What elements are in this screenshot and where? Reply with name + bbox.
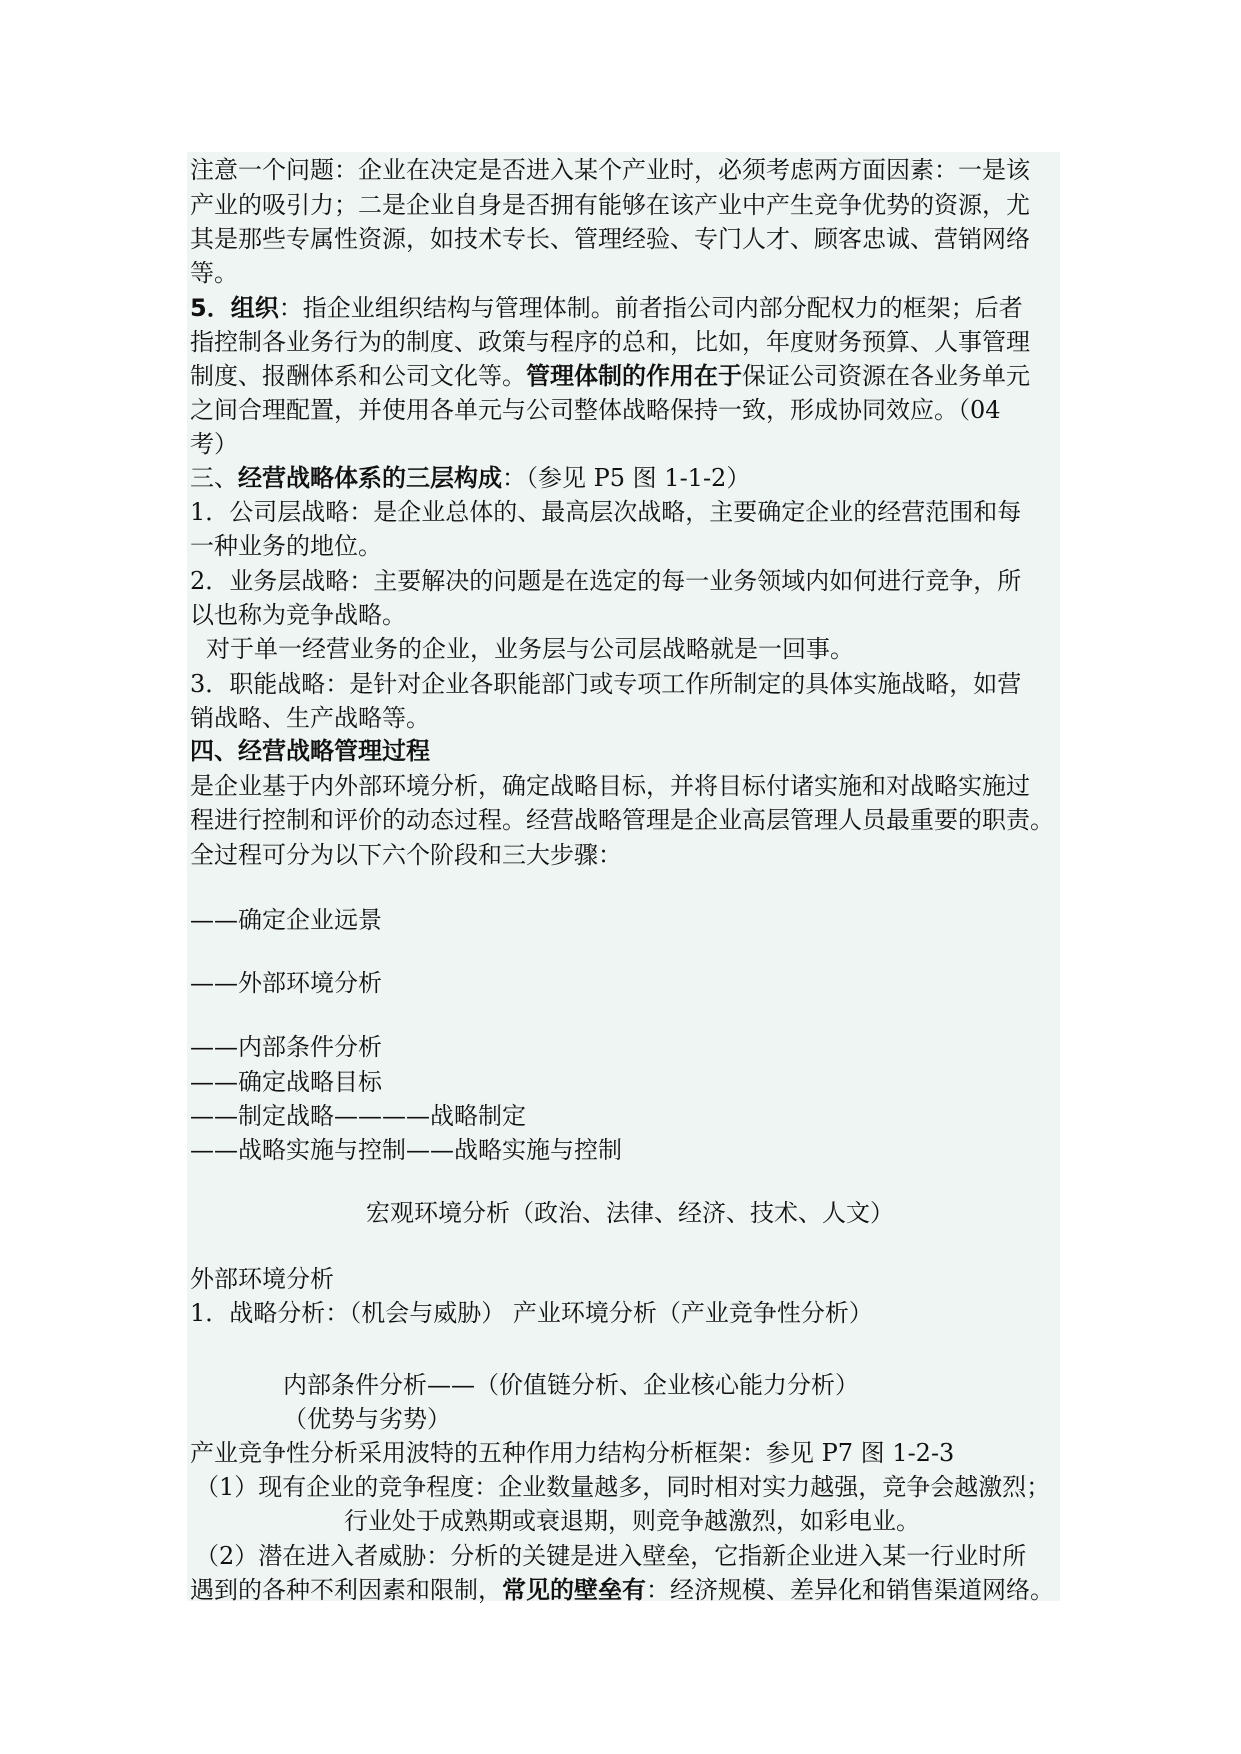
process-step: ——内部条件分析 (190, 1033, 382, 1061)
process-step: ——制定战略————战略制定 (190, 1102, 526, 1130)
paragraph-line: 销战略、生产战略等。 (190, 704, 430, 732)
paragraph-line: 产业的吸引力；二是企业自身是否拥有能够在该产业中产生竞争优势的资源，尤 (190, 191, 1030, 219)
diagram-line: 宏观环境分析（政治、法律、经济、技术、人文） (366, 1199, 894, 1227)
paragraph-line: 2．业务层战略：主要解决的问题是在选定的每一业务领域内如何进行竞争，所 (190, 567, 1022, 595)
bold-term: 常见的壁垒有 (502, 1576, 646, 1604)
section-heading-three-layers: 三、经营战略体系的三层构成：（参见 P5 图 1-1-2） (190, 464, 751, 492)
process-step: ——确定战略目标 (190, 1068, 382, 1096)
bold-term: 5．组织 (190, 294, 279, 322)
bold-term: 管理体制的作用在于 (526, 362, 742, 390)
paragraph-line: 以也称为竞争战略。 (190, 601, 406, 629)
paragraph-line: 程进行控制和评价的动态过程。经营战略管理是企业高层管理人员最重要的职责。 (190, 806, 1054, 834)
paragraph-line: 等。 (190, 259, 238, 287)
paragraph-line: 是企业基于内外部环境分析，确定战略目标，并将目标付诸实施和对战略实施过 (190, 772, 1030, 800)
process-step: ——外部环境分析 (190, 969, 382, 997)
diagram-line: 内部条件分析——（价值链分析、企业核心能力分析） (283, 1371, 859, 1399)
paragraph-line: 指控制各业务行为的制度、政策与程序的总和，比如，年度财务预算、人事管理 (190, 328, 1030, 356)
process-step: ——确定企业远景 (190, 906, 382, 934)
section-heading-process (190, 736, 430, 766)
paragraph-line: 制度、报酬体系和公司文化等。管理体制的作用在于保证公司资源在各业务单元 (190, 362, 1030, 390)
paragraph-line: 注意一个问题：企业在决定是否进入某个产业时，必须考虑两方面因素：一是该 (190, 156, 1030, 184)
bold-term: 经营战略体系的三层构成 (238, 464, 502, 492)
paragraph-line: （2）潜在进入者威胁：分析的关键是进入壁垒，它指新企业进入某一行业时所 (195, 1542, 1027, 1570)
paragraph-line: 1．公司层战略：是企业总体的、最高层次战略，主要确定企业的经营范围和每 (190, 498, 1022, 526)
process-step: ——战略实施与控制——战略实施与控制 (190, 1136, 622, 1164)
paragraph-line: 遇到的各种不利因素和限制，常见的壁垒有：经济规模、差异化和销售渠道网络。 (190, 1576, 1054, 1604)
diagram-line: （优势与劣势） (283, 1405, 451, 1433)
paragraph-line: 行业处于成熟期或衰退期，则竞争越激烈，如彩电业。 (344, 1507, 920, 1535)
diagram-line: 1．战略分析：（机会与威胁） 产业环境分析（产业竞争性分析） (190, 1299, 873, 1327)
paragraph-line: 产业竞争性分析采用波特的五种作用力结构分析框架：参见 P7 图 1-2-3 (190, 1439, 955, 1467)
paragraph-line: 3．职能战略：是针对企业各职能部门或专项工作所制定的具体实施战略，如营 (190, 670, 1022, 698)
paragraph-line: 考） (190, 430, 238, 458)
bold-term: 四、经营战略管理过程 (190, 737, 430, 765)
diagram-line: 外部环境分析 (190, 1265, 334, 1293)
paragraph-line: 对于单一经营业务的企业，业务层与公司层战略就是一回事。 (206, 635, 854, 663)
paragraph-line: （1）现有企业的竞争程度：企业数量越多，同时相对实力越强，竞争会越激烈； (195, 1473, 1051, 1501)
paragraph-line: 之间合理配置，并使用各单元与公司整体战略保持一致，形成协同效应。（04 (190, 396, 1001, 424)
paragraph-line: 其是那些专属性资源，如技术专长、管理经验、专门人才、顾客忠诚、营销网络 (190, 225, 1030, 253)
section-heading-organization: 5．组织：指企业组织结构与管理体制。前者指公司内部分配权力的框架；后者 (190, 294, 1023, 322)
paragraph-line: 一种业务的地位。 (190, 532, 382, 560)
paragraph-line: 全过程可分为以下六个阶段和三大步骤： (190, 841, 622, 869)
